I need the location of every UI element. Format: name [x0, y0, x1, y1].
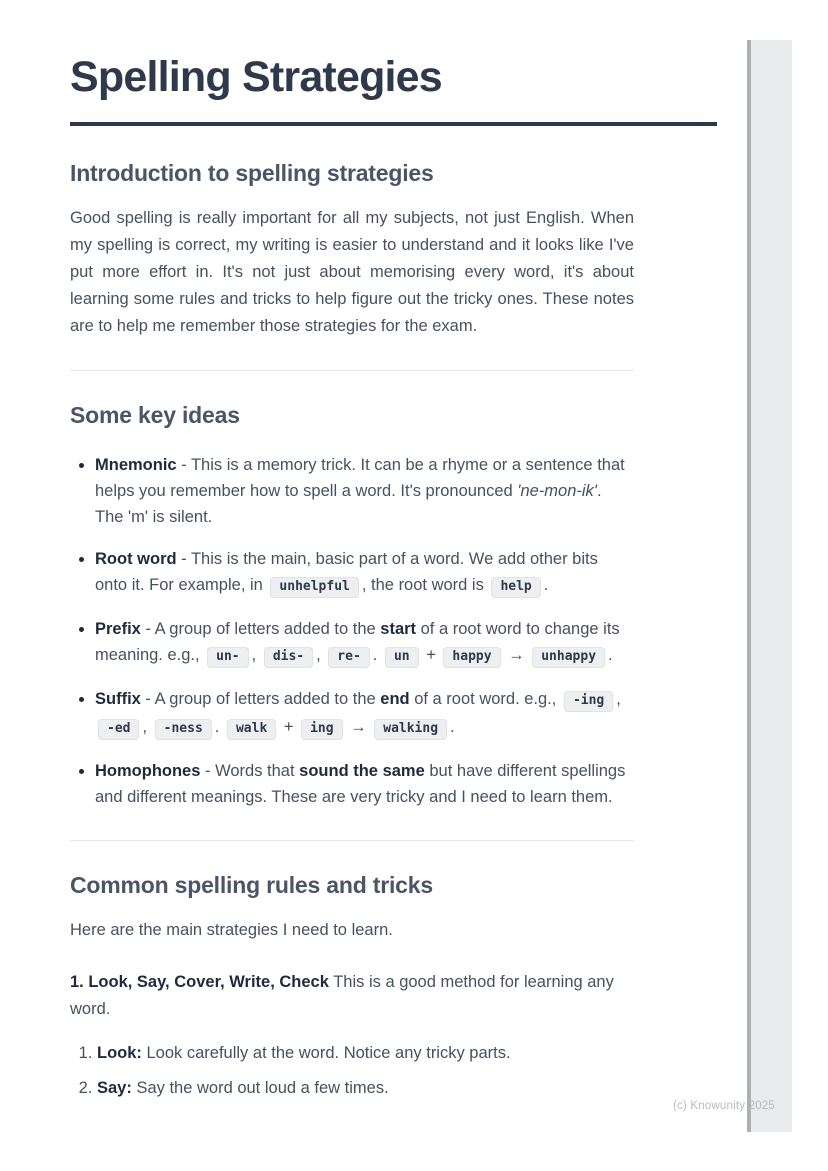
key-idea-text: Suffix - A group of letters added to the end of a root word. e.g., -ing , -ed , -ness . walk + ing → walking . [95, 690, 621, 736]
section-rules [70, 872, 634, 1101]
page-title: Spelling Strategies [70, 54, 717, 126]
scrollbar-track[interactable] [747, 40, 792, 1132]
key-idea-text: Mnemonic - This is a memory trick. It can be a rhyme or a sentence that helps you remember how to spell a word. It's pronounced 'ne-mon-ik'. The 'm' is silent. [95, 456, 625, 527]
key-ideas-list [70, 452, 634, 810]
document-body [70, 160, 634, 1101]
key-idea-text: Prefix - A group of letters added to the start of a root word to change its meaning. e.g., un- , dis- , re- . un + happy → unhappy . [95, 620, 620, 664]
method-steps-list [70, 1040, 634, 1101]
rules-lead: Here are the main strategies I need to learn. [70, 921, 393, 940]
key-idea-item [95, 452, 634, 530]
section-key-ideas [70, 402, 634, 811]
method-step-text: Look: Look carefully at the word. Notice any tricky parts. [97, 1044, 511, 1063]
key-idea-item [95, 546, 634, 600]
method-step-text: Say: Say the word out loud a few times. [97, 1079, 389, 1098]
method-title: 1. Look, Say, Cover, Write, Check This is a good method for learning any word. [70, 973, 614, 1019]
copyright-text: (c) Knowunity 2025 [672, 1100, 775, 1112]
document-page [70, 54, 717, 1110]
method-step-item [97, 1075, 634, 1101]
key-ideas-heading: Some key ideas [70, 401, 240, 428]
rules-heading: Common spelling rules and tricks [70, 872, 433, 899]
intro-heading: Introduction to spelling strategies [70, 160, 434, 187]
key-idea-item [95, 758, 634, 810]
section-divider [70, 370, 634, 371]
key-idea-item [95, 686, 634, 742]
key-idea-item [95, 616, 634, 670]
method-step-item [97, 1040, 634, 1066]
section-divider [70, 840, 634, 841]
key-idea-text: Homophones - Words that sound the same but have different spellings and different meanings. These are very tricky and I need to learn them. [95, 762, 626, 807]
intro-paragraph: Good spelling is really important for all my subjects, not just English. When my spelling is correct, my writing is easier to understand and it looks like I've put more effort in. It's not just about memorising every word, it's about learning some rules and tricks to help figure out the tricky ones. These notes are to help me remember those strategies for the exam. [70, 208, 634, 335]
key-idea-text: Root word - This is the main, basic part of a word. We add other bits onto it. For example, in unhelpful , the root word is help . [95, 550, 598, 594]
section-intro [70, 160, 634, 340]
